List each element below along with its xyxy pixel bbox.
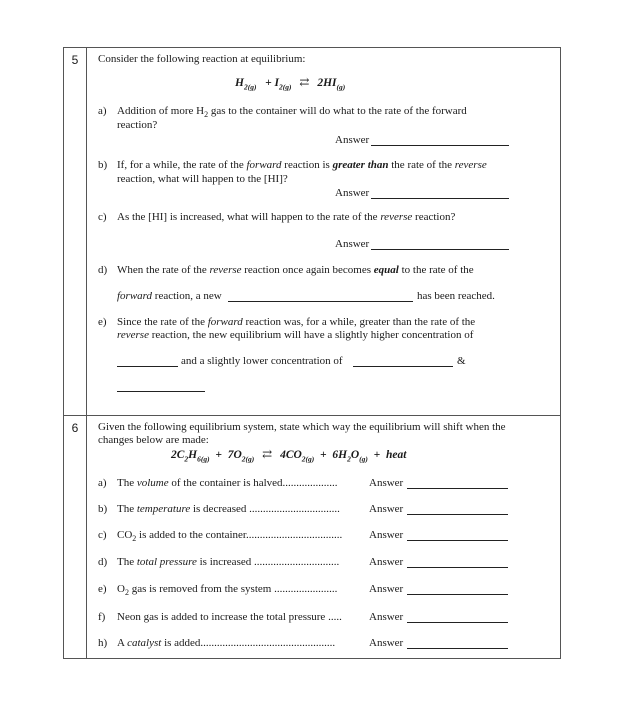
question-6c-answer-line[interactable] [407,540,508,541]
question-5e-answer-line-3[interactable] [117,391,205,392]
question-6-intro: Given the following equilibrium system, state which way the equilibrium will shift when the [98,421,506,433]
worksheet-table [63,47,561,659]
question-6d-label: d) [98,556,108,568]
question-6e-label: e) [98,583,107,595]
question-5e-answer-line-1[interactable] [117,366,178,367]
question-5b-answer-label: Answer [335,187,370,199]
question-5e-label: e) [98,316,107,328]
equilibrium-arrow-icon: ⇄ [299,75,310,89]
question-5b-answer-line[interactable] [371,198,509,199]
question-6c-label: c) [98,529,107,541]
question-5a-text: Addition of more $H_2$ gas to the container will do what to the rate of the forward [117,105,467,120]
question-5b-label: b) [98,159,108,171]
question-6-number: 6 [71,421,79,435]
question-5d-text-line2: forward reaction, a new [117,290,222,302]
question-5e-text-line3: and a slightly lower concentration of [181,355,343,367]
question-6d-answer-line[interactable] [407,567,508,568]
question-5-equation: $H_{2(g)}$ + $I_{2(g)}$ ⇄ $2HI_{(g)}$ [235,75,346,92]
question-5c-text: As the [HI] is increased, what will happen to the rate of the reverse reaction? [117,211,456,223]
column-divider [86,48,87,658]
equilibrium-arrow-icon: ⇄ [262,447,273,461]
question-5-number: 5 [71,53,79,67]
question-5e-text: Since the rate of the forward reaction was, for a while, greater than the rate of the [117,316,476,328]
question-5c-answer-label: Answer [335,238,370,250]
question-5e-answer-line-2[interactable] [353,366,453,367]
question-6e-answer-label: Answer [369,583,404,595]
question-5c-label: c) [98,211,107,223]
question-6c-text: $CO_2$ is added to the container................................... [117,529,343,544]
question-6c-answer-label: Answer [369,529,404,541]
question-6b-answer-line[interactable] [407,514,508,515]
question-6h-label: h) [98,637,108,649]
question-6e-text: $O_2$ gas is removed from the system ....................... [117,583,338,598]
question-6b-text: The temperature is decreased ................................. [117,503,340,515]
question-6b-label: b) [98,503,108,515]
question-6d-text: The total pressure is increased ............................... [117,556,340,568]
question-5d-text-end: has been reached. [417,290,495,302]
question-5a-label: a) [98,105,107,117]
question-6d-answer-label: Answer [369,556,404,568]
question-5b-text: If, for a while, the rate of the forward reaction is greater than the rate of the reverse [117,159,487,171]
question-6a-answer-label: Answer [369,477,404,489]
question-5a-answer-label: Answer [335,134,370,146]
question-5d-label: d) [98,264,108,276]
question-6f-text: Neon gas is added to increase the total pressure ..... [117,611,342,623]
question-5a-answer-line[interactable] [371,145,509,146]
question-5d-answer-line[interactable] [228,301,413,302]
question-6a-label: a) [98,477,107,489]
question-6e-answer-line[interactable] [407,594,508,595]
question-6f-answer-line[interactable] [407,622,508,623]
question-6b-answer-label: Answer [369,503,404,515]
question-6f-answer-label: Answer [369,611,404,623]
question-5d-text: When the rate of the reverse reaction once again becomes equal to the rate of the [117,264,474,276]
question-6a-text: The volume of the container is halved.................... [117,477,338,489]
question-6h-answer-line[interactable] [407,648,508,649]
question-5b-text-line2: reaction, what will happen to the [HI]? [117,173,288,185]
question-6f-label: f) [98,611,106,623]
question-5e-text-line2: reverse reaction, the new equilibrium will have a slightly higher concentration of [117,329,474,341]
question-6-equation: $2C_2H_{6(g)} + 7O_{2(g)}$ ⇄ $4CO_{2(g)} + 6H_2O_{(g)}$ + heat [171,447,407,464]
question-6h-text: A catalyst is added................................................. [117,637,336,649]
question-5-intro: Consider the following reaction at equilibrium: [98,53,306,65]
question-6a-answer-line[interactable] [407,488,508,489]
question-6-intro-line2: changes below are made: [98,434,209,446]
question-5a-text-line2: reaction? [117,119,158,131]
question-5e-ampersand: & [457,355,466,367]
row-divider [64,415,560,416]
question-6h-answer-label: Answer [369,637,404,649]
question-5c-answer-line[interactable] [371,249,509,250]
